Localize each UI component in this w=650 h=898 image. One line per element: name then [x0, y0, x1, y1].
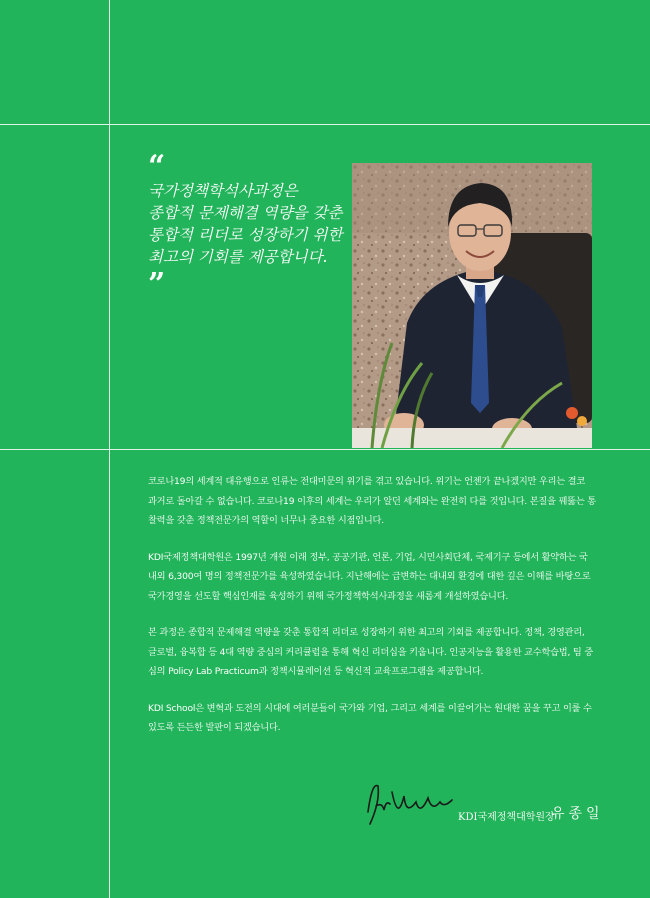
close-quote-mark: ” — [148, 267, 166, 302]
quote-line: 최고의 기회를 제공합니다. — [148, 248, 328, 266]
grid-line-horizontal — [0, 449, 650, 450]
message-body — [148, 472, 596, 755]
quote-line: 국가정책학석사과정은 — [148, 182, 298, 200]
paragraph: KDI국제정책대학원은 1997년 개원 이래 정부, 공공기관, 언론, 기업, 시민사회단체, 국제기구 등에서 활약하는 국내외 6,300여 명의 정책전문가를 육성하였습니다. 지난해에는 급변하는 대내외 환경에 대한 깊은 이해를 바탕으로 국가경영을 선도할 핵심인재를 육성하기 위해 국가정책학석사과정을 새롭게 개설하였습니다. — [148, 551, 591, 602]
quote-line: 종합적 문제해결 역량을 갖춘 — [148, 204, 343, 222]
paragraph: 본 과정은 종합적 문제해결 역량을 갖춘 통합적 리더로 성장하기 위한 최고의 기회를 제공합니다. 정책, 경영관리, 글로벌, 융복합 등 4대 역량 중심의 커리큘럼을 통해 혁신 리더십을 키웁니다. 인공지능을 활용한 교수학습법, 팀 중심의 Policy Lab Practicum과 정책시뮬레이션 등 혁신적 교육프로그램을 제공합니다. — [148, 627, 593, 677]
signature-title: KDI국제정책대학원장 — [458, 812, 555, 823]
grid-line-horizontal — [0, 124, 650, 125]
pull-quote — [148, 180, 348, 268]
handwritten-signature — [358, 772, 458, 832]
paragraph: 코로나19의 세계적 대유행으로 인류는 전대미문의 위기를 겪고 있습니다. 위기는 언젠가 끝나겠지만 우리는 결코 과거로 돌아갈 수 없습니다. 코로나19 이후의 세계는 우리가 알던 세계와는 완전히 다를 것입니다. 본질을 꿰뚫는 통찰력을 갖춘 정책전문가의 역할이 너무나 중요한 시점입니다. — [148, 476, 596, 526]
signature-name: 유종일 — [551, 806, 604, 822]
paragraph: KDI School은 변혁과 도전의 시대에 여러분들이 국가와 기업, 그리고 세계를 이끌어가는 원대한 꿈을 꾸고 이룰 수 있도록 든든한 발판이 되겠습니다. — [148, 702, 592, 733]
quote-line: 통합적 리더로 성장하기 위한 — [148, 226, 343, 244]
open-quote-mark: “ — [148, 149, 166, 184]
president-portrait-photo — [352, 163, 592, 448]
